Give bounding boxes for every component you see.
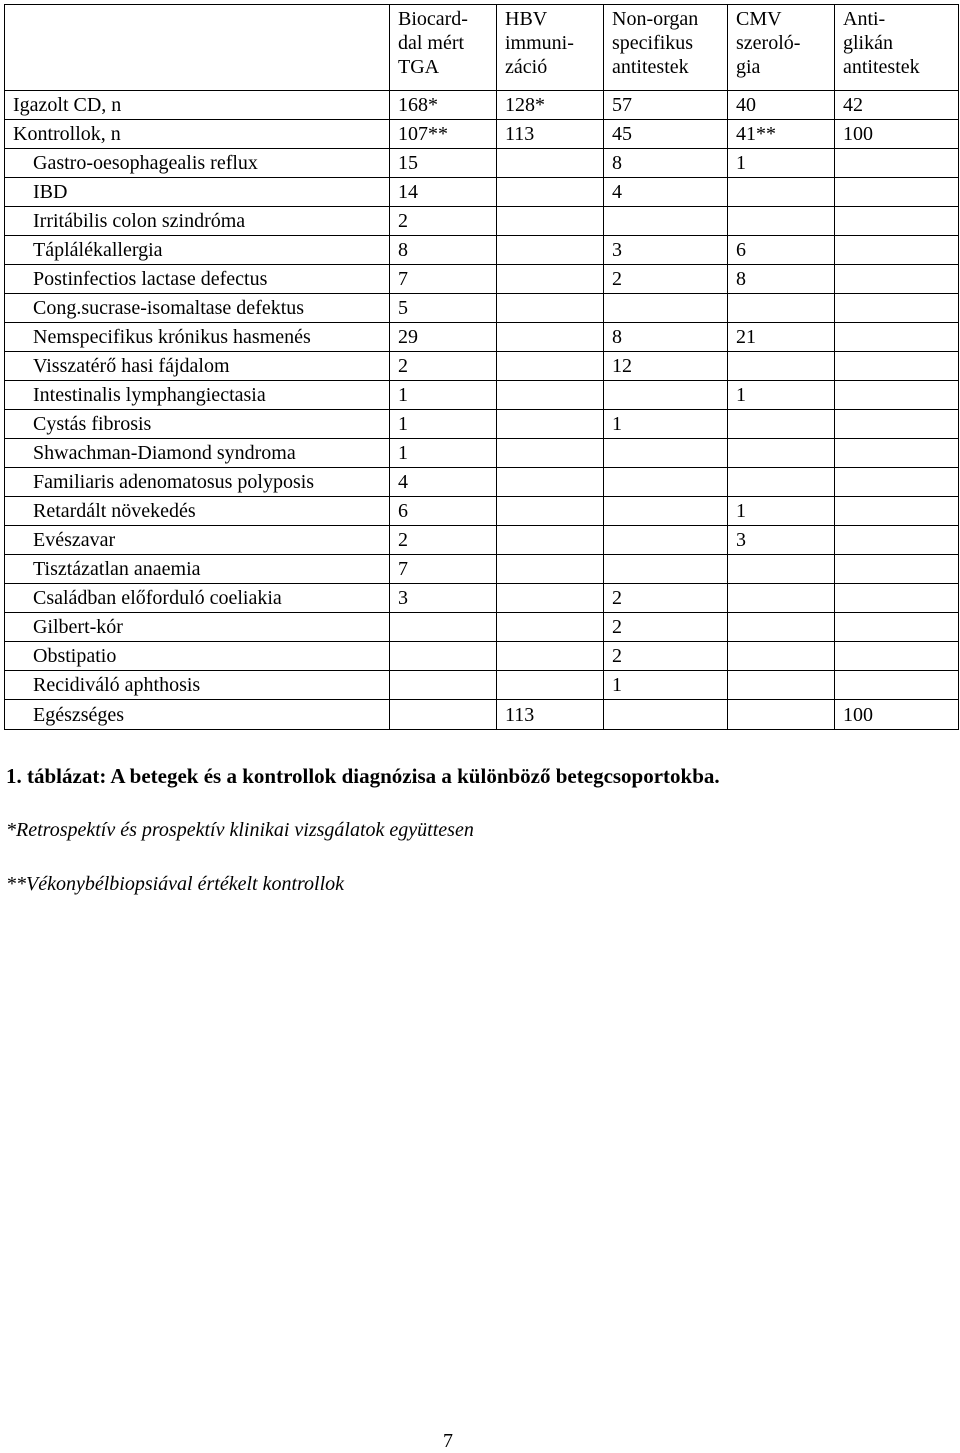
table-cell: 2	[604, 584, 728, 613]
column-header: HBV immuni- záció	[497, 5, 604, 91]
table-cell: 6	[390, 497, 497, 526]
table-cell	[604, 207, 728, 236]
table-row	[5, 91, 959, 120]
table-cell: 1	[604, 671, 728, 700]
table-row	[5, 149, 959, 178]
table-cell	[497, 381, 604, 410]
table-cell	[835, 526, 959, 555]
table-cell: 2	[390, 352, 497, 381]
table-cell: 40	[728, 91, 835, 120]
table-cell	[835, 236, 959, 265]
table-cell: 1	[390, 381, 497, 410]
table-body	[5, 91, 959, 730]
table-cell	[835, 265, 959, 294]
table-cell	[497, 149, 604, 178]
table-cell	[497, 410, 604, 439]
table-cell	[835, 207, 959, 236]
column-header: CMV szeroló- gia	[728, 5, 835, 91]
table-cell: 5	[390, 294, 497, 323]
table-cell: 8	[604, 323, 728, 352]
table-cell: 100	[835, 700, 959, 730]
row-label: Recidiváló aphthosis	[5, 671, 390, 700]
table-cell	[835, 613, 959, 642]
table-row	[5, 439, 959, 468]
table-row	[5, 497, 959, 526]
table-cell: 1	[604, 410, 728, 439]
table-cell	[497, 294, 604, 323]
table-row	[5, 613, 959, 642]
table-cell: 2	[390, 207, 497, 236]
table-cell: 7	[390, 265, 497, 294]
table-cell: 2	[604, 642, 728, 671]
table-row	[5, 323, 959, 352]
table-cell: 12	[604, 352, 728, 381]
row-label: Familiaris adenomatosus polyposis	[5, 468, 390, 497]
table-cell: 4	[604, 178, 728, 207]
table-cell	[497, 671, 604, 700]
table-cell	[728, 700, 835, 730]
column-header: Anti- glikán antitestek	[835, 5, 959, 91]
table-cell	[728, 410, 835, 439]
table-row	[5, 381, 959, 410]
table-cell	[390, 642, 497, 671]
table-cell	[835, 584, 959, 613]
row-label: Gilbert-kór	[5, 613, 390, 642]
table-header	[5, 5, 959, 91]
table-cell: 1	[390, 439, 497, 468]
table-cell	[728, 468, 835, 497]
row-label: Cong.sucrase-isomaltase defektus	[5, 294, 390, 323]
table-cell	[728, 671, 835, 700]
table-row	[5, 410, 959, 439]
table-row	[5, 352, 959, 381]
table-cell: 128*	[497, 91, 604, 120]
row-label: Evészavar	[5, 526, 390, 555]
table-cell	[728, 584, 835, 613]
row-label: IBD	[5, 178, 390, 207]
table-cell: 42	[835, 91, 959, 120]
table-cell: 41**	[728, 120, 835, 149]
row-label: Visszatérő hasi fájdalom	[5, 352, 390, 381]
table-cell: 4	[390, 468, 497, 497]
table-cell: 113	[497, 120, 604, 149]
table-cell	[728, 613, 835, 642]
table-cell	[390, 700, 497, 730]
row-label: Egészséges	[5, 700, 390, 730]
table-cell: 3	[390, 584, 497, 613]
table-cell	[497, 613, 604, 642]
row-label: Postinfectios lactase defectus	[5, 265, 390, 294]
table-cell	[497, 555, 604, 584]
table-cell	[835, 352, 959, 381]
table-cell	[728, 555, 835, 584]
row-label: Cystás fibrosis	[5, 410, 390, 439]
table-cell	[604, 700, 728, 730]
table-cell: 113	[497, 700, 604, 730]
table-cell: 7	[390, 555, 497, 584]
header-empty-cell	[5, 5, 390, 91]
page-number: 7	[443, 1430, 453, 1452]
table-row	[5, 671, 959, 700]
table-cell	[497, 468, 604, 497]
row-label: Shwachman-Diamond syndroma	[5, 439, 390, 468]
table-cell	[835, 642, 959, 671]
table-row	[5, 120, 959, 149]
row-label: Intestinalis lymphangiectasia	[5, 381, 390, 410]
table-cell	[497, 236, 604, 265]
row-label: Obstipatio	[5, 642, 390, 671]
row-label: Kontrollok, n	[5, 120, 390, 149]
table-cell	[728, 642, 835, 671]
table-row	[5, 584, 959, 613]
table-row	[5, 468, 959, 497]
table-cell	[835, 178, 959, 207]
table-cell: 6	[728, 236, 835, 265]
table-cell	[604, 468, 728, 497]
table-cell	[835, 149, 959, 178]
table-cell	[497, 497, 604, 526]
table-row	[5, 265, 959, 294]
table-cell	[835, 439, 959, 468]
table-cell	[835, 468, 959, 497]
table-row	[5, 555, 959, 584]
table-cell	[497, 642, 604, 671]
table-cell: 1	[728, 497, 835, 526]
table-cell	[497, 265, 604, 294]
table-cell	[604, 439, 728, 468]
table-cell: 8	[728, 265, 835, 294]
table-cell	[835, 323, 959, 352]
row-label: Táplálékallergia	[5, 236, 390, 265]
table-row	[5, 236, 959, 265]
row-label: Igazolt CD, n	[5, 91, 390, 120]
table-cell	[497, 439, 604, 468]
table-cell	[835, 294, 959, 323]
table-cell: 2	[604, 265, 728, 294]
row-label: Retardált növekedés	[5, 497, 390, 526]
row-label: Tisztázatlan anaemia	[5, 555, 390, 584]
footnote-controls: **Vékonybélbiopsiával értékelt kontrollok	[6, 873, 345, 895]
column-header: Non-organ specifikus antitestek	[604, 5, 728, 91]
diagnosis-table	[4, 4, 959, 730]
table-row	[5, 294, 959, 323]
footnote-retrospective: *Retrospektív és prospektív klinikai vizsgálatok együttesen	[6, 819, 474, 841]
table-row	[5, 642, 959, 671]
table-cell	[604, 381, 728, 410]
table-row	[5, 207, 959, 236]
table-cell	[835, 410, 959, 439]
table-cell: 168*	[390, 91, 497, 120]
table-cell	[835, 671, 959, 700]
table-cell	[497, 178, 604, 207]
table-cell: 1	[390, 410, 497, 439]
table-cell	[835, 555, 959, 584]
table-cell	[497, 352, 604, 381]
table-cell	[497, 584, 604, 613]
table-cell	[604, 526, 728, 555]
table-cell: 2	[390, 526, 497, 555]
table-cell	[728, 207, 835, 236]
column-header: Biocard- dal mért TGA	[390, 5, 497, 91]
table-cell: 21	[728, 323, 835, 352]
row-label: Családban előforduló coeliakia	[5, 584, 390, 613]
table-cell: 1	[728, 149, 835, 178]
row-label: Gastro-oesophagealis reflux	[5, 149, 390, 178]
table-cell: 8	[390, 236, 497, 265]
table-cell	[604, 294, 728, 323]
table-cell	[728, 178, 835, 207]
table-cell: 15	[390, 149, 497, 178]
table-cell: 3	[728, 526, 835, 555]
table-cell: 1	[728, 381, 835, 410]
table-cell	[390, 613, 497, 642]
table-cell	[728, 294, 835, 323]
table-cell	[497, 207, 604, 236]
table-cell: 14	[390, 178, 497, 207]
row-label: Nemspecifikus krónikus hasmenés	[5, 323, 390, 352]
table-row	[5, 700, 959, 730]
table-cell	[604, 497, 728, 526]
table-cell	[497, 526, 604, 555]
table-cell	[835, 497, 959, 526]
table-cell: 57	[604, 91, 728, 120]
table-cell: 8	[604, 149, 728, 178]
table-row	[5, 526, 959, 555]
table-cell: 100	[835, 120, 959, 149]
table-cell	[604, 555, 728, 584]
header-row	[5, 5, 959, 91]
table-cell: 3	[604, 236, 728, 265]
table-row	[5, 178, 959, 207]
table-cell	[390, 671, 497, 700]
table-cell: 2	[604, 613, 728, 642]
table-cell	[497, 323, 604, 352]
table-caption: 1. táblázat: A betegek és a kontrollok diagnózisa a különböző betegcsoportokba.	[6, 764, 720, 788]
table-cell: 45	[604, 120, 728, 149]
table-cell	[728, 439, 835, 468]
table-cell: 107**	[390, 120, 497, 149]
table-cell	[835, 381, 959, 410]
table-cell	[728, 352, 835, 381]
table-cell: 29	[390, 323, 497, 352]
row-label: Irritábilis colon szindróma	[5, 207, 390, 236]
